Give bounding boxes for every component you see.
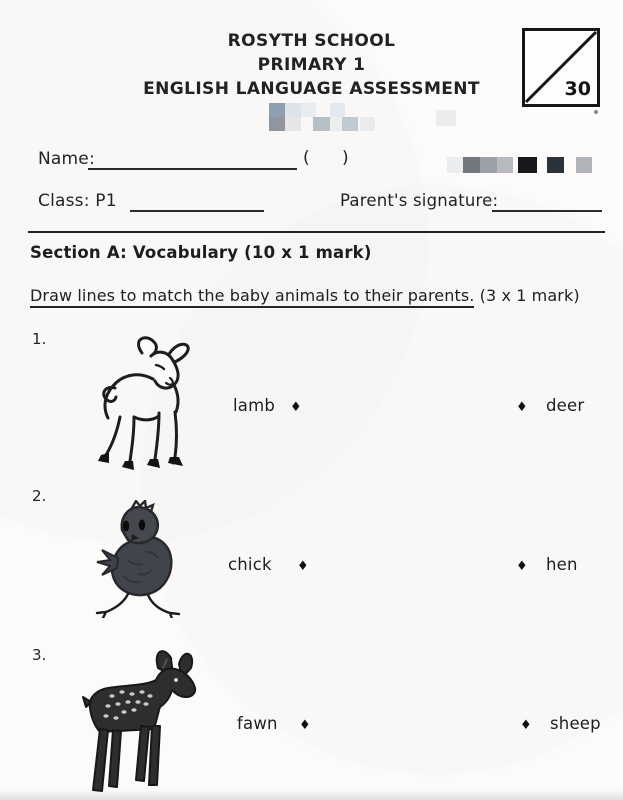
- parent-signature-label: Parent's signature:: [340, 191, 499, 210]
- name-label: Name:: [38, 149, 95, 169]
- assessment-line: ENGLISH LANGUAGE ASSESSMENT: [143, 79, 480, 99]
- match-left-label-1: lamb: [233, 396, 276, 415]
- scan-shadow: [0, 790, 623, 800]
- redaction-cell: [576, 157, 592, 173]
- match-right-label-1: deer: [546, 396, 585, 415]
- match-left-label-3: fawn: [237, 714, 278, 733]
- redaction-cell: [269, 103, 285, 117]
- match-right-label-3: sheep: [550, 714, 601, 733]
- connector-dot-right-1: ♦: [516, 400, 528, 415]
- redaction-cell: [463, 157, 480, 173]
- instruction-marks: (3 x 1 mark): [474, 286, 580, 305]
- redaction-cell: [360, 117, 375, 131]
- redaction-cell: [547, 157, 564, 173]
- instruction-underlined: Draw lines to match the baby animals to their parents.: [30, 286, 474, 308]
- match-left-label-2: chick: [228, 555, 272, 574]
- redaction-cell: [518, 157, 537, 173]
- score-total: 30: [564, 78, 591, 100]
- redaction-cell: [285, 117, 301, 131]
- school-name: ROSYTH SCHOOL: [227, 31, 396, 51]
- connector-dot-left-1: ♦: [290, 400, 302, 415]
- match-right-label-2: hen: [546, 555, 578, 574]
- level-line: PRIMARY 1: [257, 55, 366, 75]
- connector-dot-left-3: ♦: [299, 718, 311, 733]
- class-underline: [130, 193, 264, 212]
- instruction-line: [30, 286, 580, 305]
- question-number-2: 2.: [32, 487, 47, 505]
- scan-dot: [594, 110, 598, 114]
- connector-dot-left-2: ♦: [297, 559, 309, 574]
- parent-signature-underline: [492, 193, 602, 212]
- section-divider: [28, 231, 605, 233]
- lamb-image: [82, 333, 206, 475]
- score-box: [522, 28, 600, 107]
- redaction-cell: [269, 117, 285, 131]
- name-underline: [88, 151, 297, 170]
- connector-dot-right-2: ♦: [516, 559, 528, 574]
- section-title: Section A: Vocabulary (10 x 1 mark): [30, 243, 372, 262]
- class-label: Class: P1: [38, 191, 117, 211]
- redaction-cell: [330, 103, 345, 117]
- index-parens: ( ): [303, 148, 349, 168]
- redaction-cell: [447, 157, 463, 173]
- chick-image: [88, 500, 192, 618]
- redaction-cell: [497, 157, 513, 173]
- question-number-1: 1.: [32, 330, 47, 348]
- connector-dot-right-3: ♦: [520, 718, 532, 733]
- question-number-3: 3.: [32, 646, 47, 664]
- redaction-cell: [301, 103, 316, 117]
- redaction-cell: [342, 117, 358, 131]
- redaction-cell: [285, 103, 301, 117]
- redaction-cell: [480, 157, 497, 173]
- redaction-cell: [436, 110, 456, 126]
- redaction-cell: [330, 117, 342, 131]
- fawn-image: [60, 644, 218, 796]
- redaction-cell: [313, 117, 330, 131]
